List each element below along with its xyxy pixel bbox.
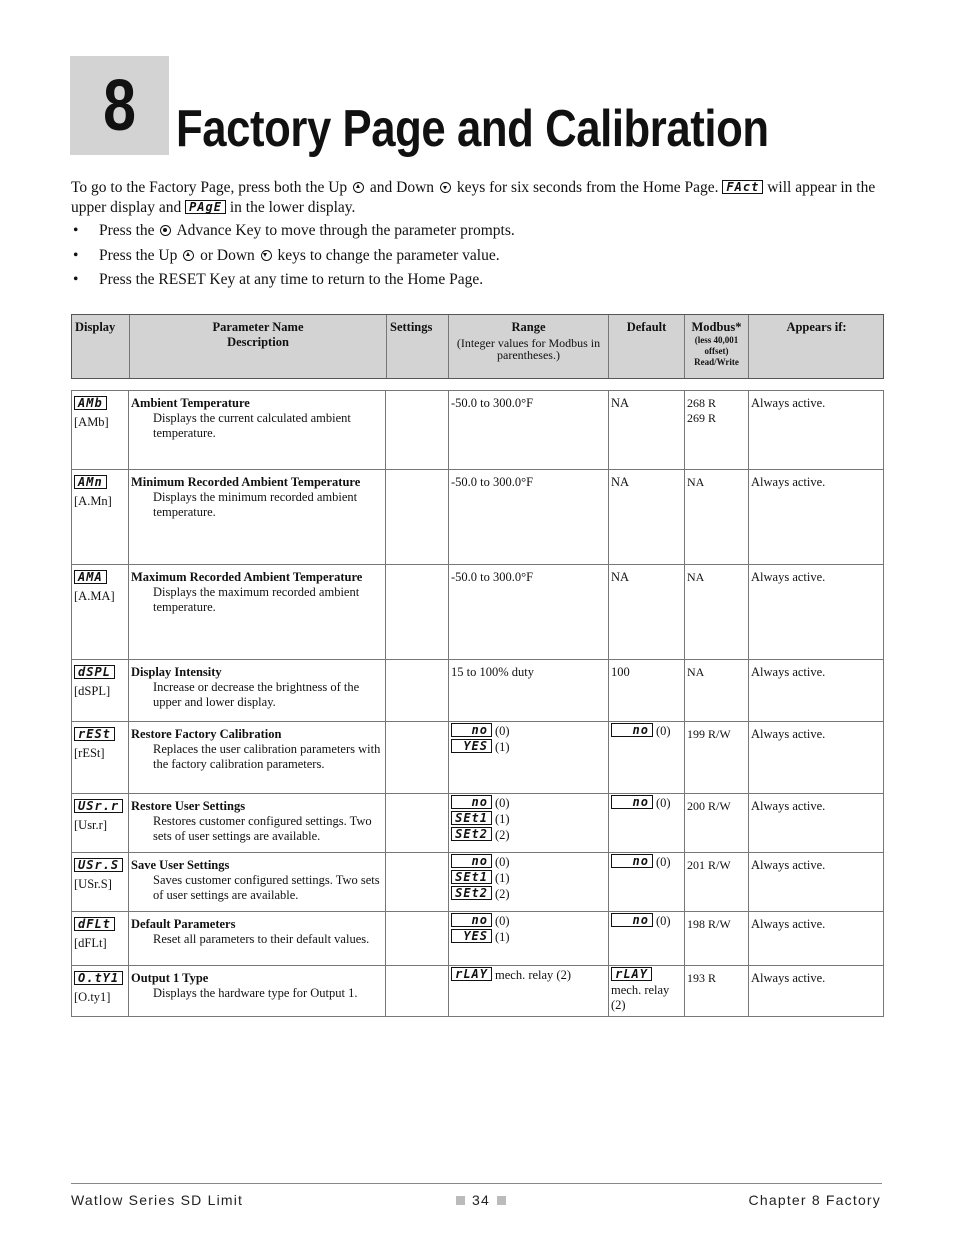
appears-cell <box>748 722 884 793</box>
default-value: mech. relay (2) <box>611 983 670 1012</box>
appears-text: Always active. <box>751 727 826 741</box>
lcd-prompt: dSPL <box>74 665 115 679</box>
modbus-cell <box>684 853 748 911</box>
lcd-default: no <box>611 723 653 737</box>
default-cell <box>608 966 684 1016</box>
prompt-code: [dFLt] <box>74 936 107 950</box>
modbus-cell <box>684 565 748 659</box>
list-item <box>71 270 515 295</box>
prompt-code: [dSPL] <box>74 684 111 698</box>
default-text: NA <box>611 396 630 410</box>
range-cell <box>448 660 608 721</box>
modbus-cell <box>684 660 748 721</box>
intro-text: in the lower display. <box>229 198 356 216</box>
range-cell <box>448 391 608 469</box>
default-cell <box>608 912 684 965</box>
table-row <box>72 564 883 659</box>
default-cell <box>608 660 684 721</box>
parameter-name: Display Intensity <box>131 665 222 679</box>
option-value: (1) <box>495 930 510 944</box>
default-text: NA <box>611 570 630 584</box>
appears-cell <box>748 966 884 1016</box>
list-text: Advance Key to move through the parameter prompts. <box>176 222 515 239</box>
modbus-text: 200 R/W <box>687 799 731 813</box>
lcd-prompt: AMA <box>74 570 107 584</box>
lcd-option: YES <box>451 739 492 753</box>
parameter-description: Replaces the user calibration parameters with the factory calibration parameters. <box>153 742 381 771</box>
list-text: Press the Up <box>99 246 178 264</box>
option-value: (1) <box>495 871 510 885</box>
modbus-text: 201 R/W <box>687 858 731 872</box>
lcd-option: no <box>451 913 492 927</box>
option-value: (0) <box>495 855 510 869</box>
modbus-text: NA <box>687 570 705 584</box>
default-cell <box>608 794 684 852</box>
footer-left: Watlow Series SD Limit <box>71 1192 244 1208</box>
appears-text: Always active. <box>751 475 826 489</box>
header-appears: Appears if: <box>748 315 884 378</box>
parameter-cell <box>128 966 385 1016</box>
parameter-cell <box>128 391 385 469</box>
footer-page <box>449 1192 513 1208</box>
range-cell <box>448 966 608 1016</box>
parameter-description: Displays the maximum recorded ambient temperature. <box>153 585 360 614</box>
modbus-text: NA <box>687 665 705 679</box>
default-cell <box>608 565 684 659</box>
appears-cell <box>748 565 884 659</box>
up-arrow-icon <box>353 182 364 193</box>
prompt-code: [USr.S] <box>74 877 112 891</box>
footer-right: Chapter 8 Factory <box>748 1192 881 1208</box>
appears-cell <box>748 470 884 564</box>
intro-text: keys for six seconds from the Home Page. <box>456 179 719 196</box>
settings-cell <box>385 660 448 721</box>
header-parameter <box>129 315 386 378</box>
display-cell <box>72 853 128 911</box>
display-cell <box>72 722 128 793</box>
modbus-cell <box>684 722 748 793</box>
settings-cell <box>385 391 448 469</box>
range-cell <box>448 722 608 793</box>
parameter-description: Increase or decrease the brightness of the upper and lower display. <box>153 680 360 709</box>
option-value: mech. relay (2) <box>495 968 572 982</box>
default-text: NA <box>611 475 630 489</box>
footer-rule <box>71 1183 882 1184</box>
settings-cell <box>385 565 448 659</box>
lcd-option: rLAY <box>451 967 492 981</box>
lcd-option: SEt2 <box>451 886 492 900</box>
range-cell <box>448 565 608 659</box>
option-value: (0) <box>495 724 510 738</box>
parameter-description: Saves customer configured settings. Two sets of user settings are available. <box>153 873 380 902</box>
header-param-desc: Description <box>227 335 289 349</box>
parameter-name: Restore Factory Calibration <box>131 727 282 741</box>
lcd-option: no <box>451 795 492 809</box>
range-option <box>451 929 606 945</box>
list-text: or Down <box>200 246 255 264</box>
intro-paragraph <box>71 178 883 217</box>
parameter-name: Ambient Temperature <box>131 396 250 410</box>
option-value: (2) <box>495 887 510 901</box>
parameter-description: Reset all parameters to their default values. <box>153 932 370 946</box>
settings-cell <box>385 794 448 852</box>
list-text: Press the <box>99 222 155 239</box>
down-arrow-icon <box>440 182 451 193</box>
parameter-name: Minimum Recorded Ambient Temperature <box>131 475 361 489</box>
up-arrow-icon <box>183 250 194 261</box>
instruction-list <box>71 221 515 295</box>
display-cell <box>72 470 128 564</box>
option-value: (1) <box>495 740 510 754</box>
display-cell <box>72 391 128 469</box>
list-text: Press the RESET Key at any time to return to the Home Page. <box>99 271 484 288</box>
header-default: Default <box>608 315 684 378</box>
default-text: 100 <box>611 665 630 679</box>
parameter-name: Default Parameters <box>131 917 236 931</box>
lcd-page: PAgE <box>185 200 226 214</box>
table-row <box>72 793 883 852</box>
appears-text: Always active. <box>751 917 826 931</box>
table-row <box>72 911 883 965</box>
intro-text: will appear in the upper display and <box>71 179 876 216</box>
range-text: -50.0 to 300.0°F <box>451 475 534 489</box>
range-text: -50.0 to 300.0°F <box>451 570 534 584</box>
range-cell <box>448 794 608 852</box>
default-cell <box>608 470 684 564</box>
settings-cell <box>385 722 448 793</box>
square-icon <box>497 1196 506 1205</box>
appears-text: Always active. <box>751 570 826 584</box>
parameter-description: Displays the minimum recorded ambient temperature. <box>153 490 358 519</box>
option-value: (0) <box>495 914 510 928</box>
lcd-option: no <box>451 723 492 737</box>
appears-cell <box>748 853 884 911</box>
modbus-cell <box>684 966 748 1016</box>
prompt-code: [Usr.r] <box>74 818 107 832</box>
parameter-cell <box>128 853 385 911</box>
range-option <box>451 854 606 870</box>
parameter-table <box>71 390 884 1017</box>
prompt-code: [AMb] <box>74 415 109 429</box>
down-arrow-icon <box>261 250 272 261</box>
lcd-option: SEt1 <box>451 870 492 884</box>
lcd-default: rLAY <box>611 967 652 981</box>
header-param-name: Parameter Name <box>212 320 304 334</box>
table-row <box>72 721 883 793</box>
header-range-title: Range <box>511 320 546 334</box>
parameter-cell <box>128 722 385 793</box>
page-number: 34 <box>472 1192 490 1208</box>
parameter-name: Save User Settings <box>131 858 230 872</box>
modbus-cell <box>684 391 748 469</box>
header-modbus-sub: Read/Write <box>694 357 739 367</box>
table-header <box>71 314 884 379</box>
parameter-description: Displays the current calculated ambient temperature. <box>153 411 351 440</box>
header-modbus-title: Modbus* <box>691 320 742 334</box>
range-option <box>451 723 606 739</box>
option-value: (1) <box>495 812 510 826</box>
default-value: (0) <box>656 796 671 810</box>
range-option <box>451 913 606 929</box>
intro-text: To go to the Factory Page, press both the Up <box>71 179 348 196</box>
settings-cell <box>385 966 448 1016</box>
prompt-code: [rESt] <box>74 746 105 760</box>
modbus-text: 268 R 269 R <box>687 396 717 425</box>
parameter-name: Maximum Recorded Ambient Temperature <box>131 570 363 584</box>
list-item <box>71 221 515 246</box>
display-cell <box>72 912 128 965</box>
default-value: (0) <box>656 855 671 869</box>
table-row <box>72 659 883 721</box>
settings-cell <box>385 853 448 911</box>
lcd-option: SEt1 <box>451 811 492 825</box>
parameter-cell <box>128 912 385 965</box>
list-text: keys to change the parameter value. <box>277 246 500 264</box>
modbus-cell <box>684 794 748 852</box>
prompt-code: [A.Mn] <box>74 494 112 508</box>
parameter-name: Restore User Settings <box>131 799 246 813</box>
parameter-cell <box>128 565 385 659</box>
chapter-title: Factory Page and Calibration <box>176 100 769 158</box>
range-option <box>451 811 606 827</box>
advance-key-icon <box>160 225 171 236</box>
header-range <box>448 315 608 378</box>
lcd-prompt: dFLt <box>74 917 115 931</box>
appears-cell <box>748 912 884 965</box>
default-value: (0) <box>656 914 671 928</box>
lcd-prompt: O.tY1 <box>74 971 123 985</box>
prompt-code: [O.ty1] <box>74 990 111 1004</box>
range-text: -50.0 to 300.0°F <box>451 396 534 410</box>
header-range-sub: (Integer values for Modbus in parentheses.) <box>456 336 601 362</box>
lcd-prompt: AMn <box>74 475 107 489</box>
appears-cell <box>748 794 884 852</box>
parameter-cell <box>128 470 385 564</box>
appears-cell <box>748 391 884 469</box>
range-option <box>451 967 606 983</box>
range-cell <box>448 470 608 564</box>
parameter-description: Displays the hardware type for Output 1. <box>153 986 358 1000</box>
appears-text: Always active. <box>751 971 826 985</box>
default-cell <box>608 391 684 469</box>
modbus-text: NA <box>687 475 705 489</box>
square-icon <box>456 1196 465 1205</box>
lcd-default: no <box>611 913 653 927</box>
appears-text: Always active. <box>751 799 826 813</box>
settings-cell <box>385 470 448 564</box>
settings-cell <box>385 912 448 965</box>
table-row <box>72 965 883 1016</box>
display-cell <box>72 966 128 1016</box>
option-value: (2) <box>495 828 510 842</box>
range-cell <box>448 912 608 965</box>
display-cell <box>72 794 128 852</box>
modbus-cell <box>684 912 748 965</box>
header-display: Display <box>75 320 116 334</box>
list-item <box>71 246 515 271</box>
range-option <box>451 795 606 811</box>
default-value: (0) <box>656 724 671 738</box>
header-modbus <box>684 315 748 378</box>
header-settings: Settings <box>386 315 448 378</box>
header-modbus-sub: (less 40,001 <box>694 335 739 345</box>
range-option <box>451 827 606 843</box>
lcd-option: YES <box>451 929 492 943</box>
range-cell <box>448 853 608 911</box>
appears-text: Always active. <box>751 858 826 872</box>
parameter-name: Output 1 Type <box>131 971 209 985</box>
table-row <box>72 852 883 911</box>
lcd-option: no <box>451 854 492 868</box>
table-row <box>72 469 883 564</box>
modbus-text: 193 R <box>687 971 717 985</box>
display-cell <box>72 660 128 721</box>
header-modbus-sub: offset) <box>704 346 729 356</box>
table-row <box>72 391 883 469</box>
lcd-default: no <box>611 795 653 809</box>
modbus-text: 199 R/W <box>687 727 731 741</box>
lcd-prompt: USr.r <box>74 799 123 813</box>
appears-text: Always active. <box>751 396 826 410</box>
lcd-default: no <box>611 854 653 868</box>
range-option <box>451 886 606 902</box>
chapter-number: 8 <box>103 66 136 146</box>
range-option <box>451 739 606 755</box>
chapter-number-box <box>70 56 169 155</box>
default-cell <box>608 853 684 911</box>
lcd-prompt: rESt <box>74 727 115 741</box>
modbus-text: 198 R/W <box>687 917 731 931</box>
modbus-cell <box>684 470 748 564</box>
intro-text: and Down <box>369 179 435 196</box>
lcd-fact: FAct <box>722 180 763 194</box>
option-value: (0) <box>495 796 510 810</box>
prompt-code: [A.MA] <box>74 589 115 603</box>
lcd-prompt: USr.S <box>74 858 123 872</box>
parameter-description: Restores customer configured settings. Two sets of user settings are available. <box>153 814 372 843</box>
range-option <box>451 870 606 886</box>
default-cell <box>608 722 684 793</box>
parameter-cell <box>128 660 385 721</box>
appears-text: Always active. <box>751 665 826 679</box>
display-cell <box>72 565 128 659</box>
range-text: 15 to 100% duty <box>451 665 534 679</box>
lcd-option: SEt2 <box>451 827 492 841</box>
parameter-cell <box>128 794 385 852</box>
appears-cell <box>748 660 884 721</box>
lcd-prompt: AMb <box>74 396 107 410</box>
